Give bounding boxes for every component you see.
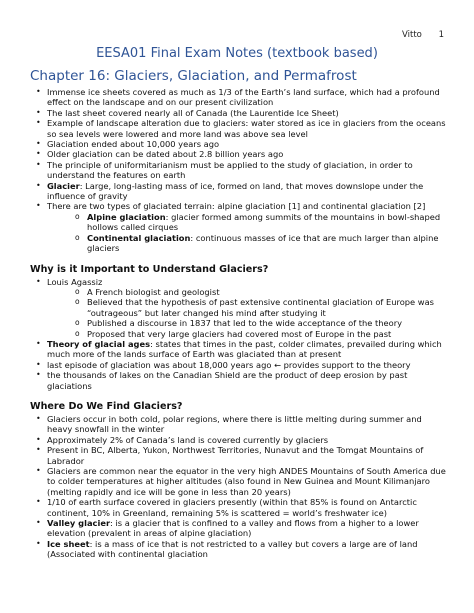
document-body — [30, 68, 448, 560]
list-item: • Approximately 2% of Canada’s land is covered currently by glaciers — [30, 435, 448, 445]
sub-list-item: o Believed that the hypothesis of past extensive continental glaciation of Europe was “outrageous” but later changed his mind after studying it — [47, 297, 448, 318]
list-item: • 1/10 of earth surface covered in glaciers presently (within that 85% is found on Antarctic continent, 10% in Greenland, remaining 5% is scattered = world’s freshwater ice) — [30, 497, 448, 518]
sub-list — [47, 287, 448, 339]
term-alpine-glaciation: Alpine glaciation — [87, 211, 166, 222]
section-heading-where: Where Do We Find Glaciers? — [30, 400, 183, 412]
list-item: • Present in BC, Alberta, Yukon, Northwest Territories, Nunavut and the Tomgat Mountains of Labrador — [30, 445, 448, 466]
sub-list — [47, 212, 448, 254]
why-bullet-list — [30, 277, 448, 391]
definition-text: : is a mass of ice that is not restricted to a valley but covers a large are of land (Associated with continental glaciation — [47, 538, 418, 560]
list-item-text: Louis Agassiz — [47, 276, 103, 287]
list-item — [30, 277, 448, 339]
definition-text: : continuous masses of ice that are much larger than alpine glaciers — [87, 232, 439, 254]
list-item — [30, 539, 448, 560]
list-item: • the thousands of lakes on the Canadian Shield are the product of deep erosion by past glaciations — [30, 370, 448, 391]
list-item: • The last sheet covered nearly all of Canada (the Laurentide Ice Sheet) — [30, 108, 448, 118]
sub-list-item: o A French biologist and geologist — [47, 287, 448, 297]
list-item-text: There are two types of glaciated terrain: alpine glaciation [1] and continental glaciation [2] — [47, 201, 426, 212]
definition-text: : Large, long-lasting mass of ice, formed on land, that moves downslope under the influence of gravity — [47, 180, 424, 202]
list-item — [30, 201, 448, 253]
term-glacier: Glacier — [47, 180, 80, 191]
document-title: EESA01 Final Exam Notes (textbook based) — [96, 46, 378, 61]
sub-list-item — [47, 212, 448, 233]
list-item: • The principle of uniformitarianism must be applied to the study of glaciation, in order to understand the features on earth — [30, 160, 448, 181]
sub-list-item: o Published a discourse in 1837 that led to the wide acceptance of the theory — [47, 318, 448, 328]
page-header — [388, 30, 444, 40]
list-item: • Glaciers are common near the equator in the very high ANDES Mountains of South America due to colder temperatures at higher altitudes (also found in New Guinea and Mount Kilimanjaro (melting rapidly and ice will be gone in less than 20 years) — [30, 466, 448, 497]
list-item: • last episode of glaciation was about 18,000 years ago ← provides support to the theory — [30, 360, 448, 370]
chapter-heading: Chapter 16: Glaciers, Glaciation, and Permafrost — [30, 68, 357, 84]
term-continental-glaciation: Continental glaciation — [87, 232, 191, 243]
list-item — [30, 518, 448, 539]
sub-list-item — [47, 233, 448, 254]
list-item — [30, 181, 448, 202]
list-item — [30, 339, 448, 360]
where-bullet-list — [30, 414, 448, 560]
chapter-bullet-list — [30, 87, 448, 254]
list-item: • Immense ice sheets covered as much as 1/3 of the Earth’s land surface, which had a profound effect on the landscape and on our present civilization — [30, 87, 448, 108]
list-item: • Glaciers occur in both cold, polar regions, where there is little melting during summer and heavy snowfall in the winter — [30, 414, 448, 435]
page-number: 1 — [438, 30, 444, 40]
sub-list-item: o Proposed that very large glaciers had covered most of Europe in the past — [47, 329, 448, 339]
term-valley-glacier: Valley glacier — [47, 518, 111, 529]
definition-text: : is a glacier that is confined to a valley and flows from a higher to a lower elevation (prevalent in areas of alpine glaciation) — [47, 518, 419, 539]
definition-text: : glacier formed among summits of the mountains in bowl-shaped hollows called cirques — [87, 211, 441, 233]
list-item: • Older glaciation can be dated about 2.8 billion years ago — [30, 149, 448, 159]
term-ice-sheet: Ice sheet — [47, 538, 90, 549]
list-item: • Glaciation ended about 10,000 years ago — [30, 139, 448, 149]
term-theory-of-glacial-ages: Theory of glacial ages — [47, 338, 151, 349]
definition-text: : states that times in the past, colder climates, prevailed during which much more of the lands surface of Earth was glaciated than at present — [47, 338, 442, 360]
list-item: • Example of landscape alteration due to glaciers: water stored as ice in glaciers from the oceans so sea levels were lowered and more land was above sea level — [30, 118, 448, 139]
section-heading-why: Why is it Important to Understand Glaciers? — [30, 263, 269, 275]
author-name: Vitto — [402, 30, 422, 40]
